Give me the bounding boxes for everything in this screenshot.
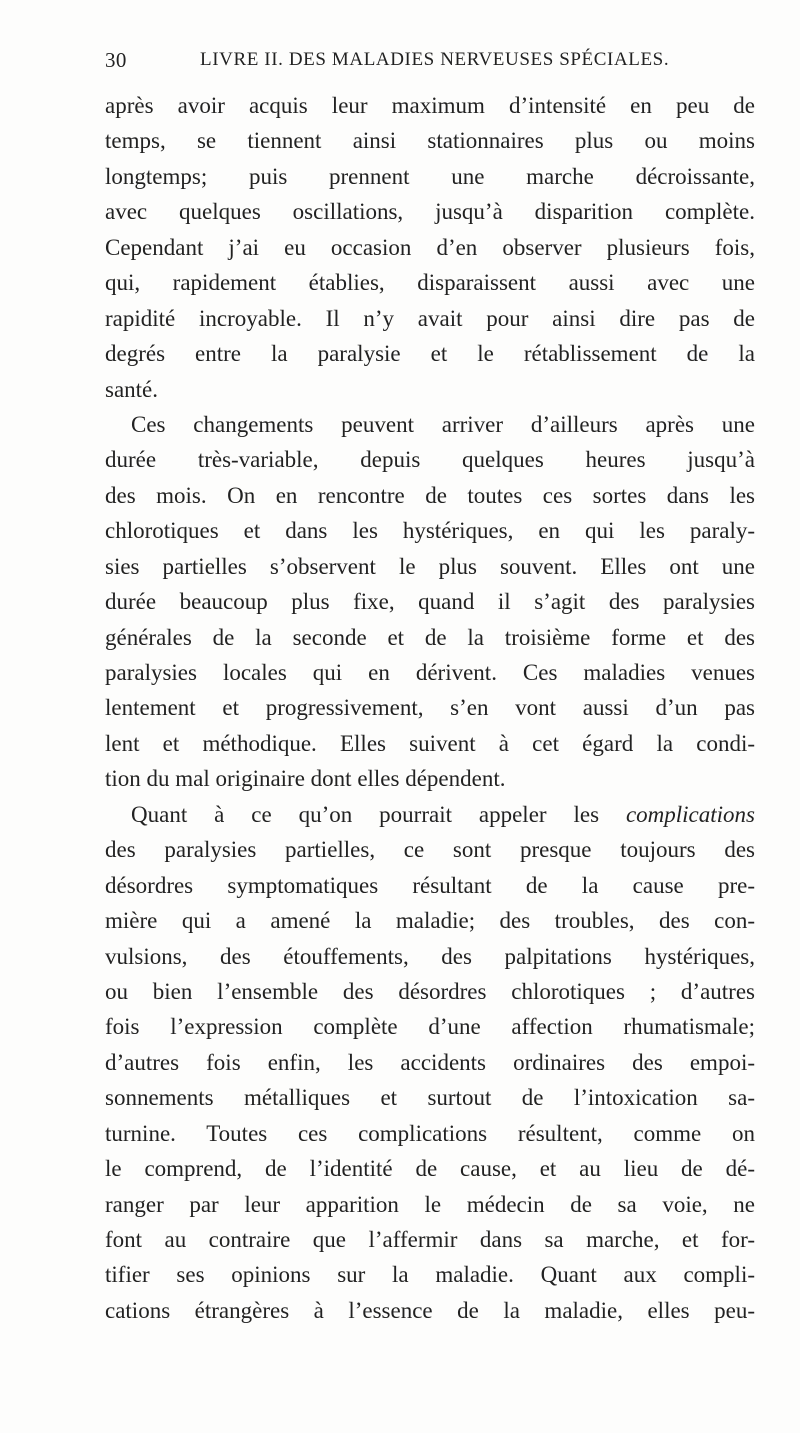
text-line: sonnements métalliques et surtout de l’intoxication sa- [105,1085,755,1111]
text-line: mière qui a amené la maladie; des troubles, des con- [105,908,755,934]
text-line: paralysies locales qui en dérivent. Ces maladies venues [105,660,755,685]
text-line: lent et méthodique. Elles suivent à cet égard la condi- [105,730,755,756]
text-line: durée beaucoup plus fixe, quand il s’agit des paralysies [105,589,755,615]
text-line: des paralysies partielles, ce sont presque toujours des [105,837,755,863]
text-line: santé. [105,376,159,402]
text-line: tifier ses opinions sur la maladie. Quant aux compli- [105,1262,755,1288]
body-text [105,88,755,1328]
text-line: le comprend, de l’identité de cause, et au lieu de dé- [105,1156,755,1182]
text-line: sies partielles s’observent le plus souvent. Elles ont une [105,553,755,579]
text-line: des mois. On en rencontre de toutes ces sortes dans les [105,482,755,508]
text-line: cations étrangères à l’essence de la maladie, elles peu- [105,1297,755,1323]
text-line: font au contraire que l’affermir dans sa marche, et for- [105,1227,755,1252]
text-line: ou bien l’ensemble des désordres chlorotiques ; d’autres [105,978,755,1004]
text-line: durée très-variable, depuis quelques heures jusqu’à [105,447,755,473]
paragraph-start [105,797,755,832]
running-head [105,48,745,76]
text-line: après avoir acquis leur maximum d’intensité en peu de [105,93,755,118]
page-number: 30 [105,48,127,72]
text-line: vulsions, des étouffements, des palpitations hystériques, [105,943,755,969]
text-line: désordres symptomatiques résultant de la cause pre- [105,872,755,898]
text-line: ranger par leur apparition le médecin de sa voie, ne [105,1191,755,1217]
text-line: avec quelques oscillations, jusqu’à disparition complète. [105,199,755,225]
text-line: longtemps; puis prennent une marche décroissante, [105,163,755,189]
paragraph-start: Ces changements peuvent arriver d’ailleurs après une [131,411,755,437]
text-line: Cependant j’ai eu occasion d’en observer plusieurs fois, [105,234,755,260]
text-line: tion du mal originaire dont elles dépendent. [105,766,506,792]
text-line: lentement et progressivement, s’en vont aussi d’un pas [105,695,755,721]
text-line: générales de la seconde et de la troisième forme et des [105,624,755,650]
text-line: d’autres fois enfin, les accidents ordinaires des empoi- [105,1049,755,1075]
text-line: turnine. Toutes ces complications résultent, comme on [105,1120,755,1146]
running-title: LIVRE II. DES MALADIES NERVEUSES SPÉCIALES. [200,49,670,70]
text-line: qui, rapidement établies, disparaissent aussi avec une [105,270,755,296]
text-line: Quant à ce qu’on pourrait appeler les [131,801,626,827]
text-line: fois l’expression complète d’une affection rhumatismale; [105,1014,755,1040]
italic-term: complications [625,801,755,827]
text-line: chlorotiques et dans les hystériques, en qui les paraly- [105,518,755,544]
text-line: temps, se tiennent ainsi stationnaires plus ou moins [105,128,755,154]
text-line: rapidité incroyable. Il n’y avait pour ainsi dire pas de [105,305,755,331]
text-line: degrés entre la paralysie et le rétablissement de la [105,341,755,367]
